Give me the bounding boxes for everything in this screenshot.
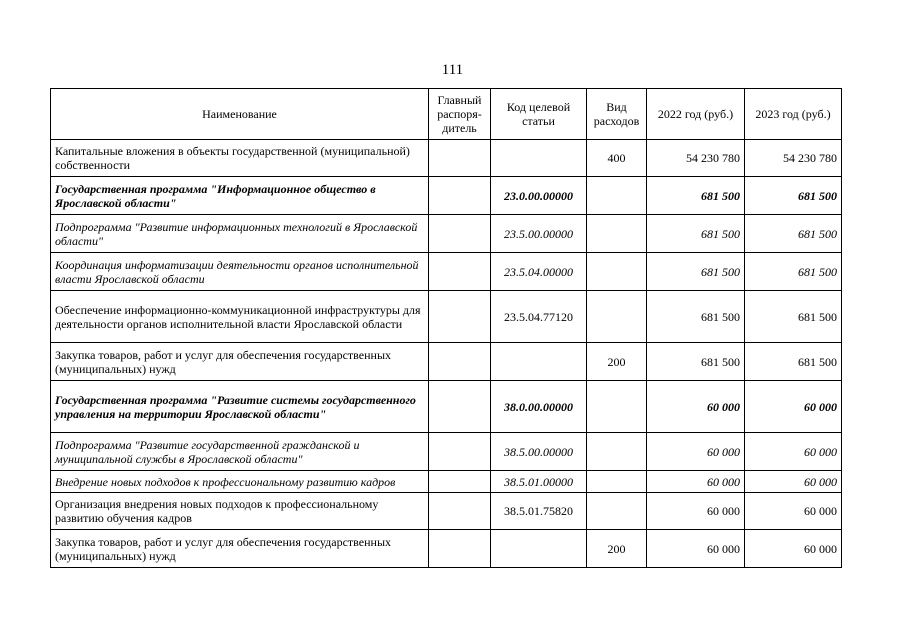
budget-table <box>50 88 842 568</box>
row-amount-2023: 681 500 <box>745 177 842 215</box>
row-kind <box>587 471 647 493</box>
row-amount-2023: 60 000 <box>745 433 842 471</box>
row-amount-2023: 681 500 <box>745 253 842 291</box>
row-name: Обеспечение информационно-коммуникационной инфраструктуры для деятельности органов исполнительной власти Ярославской области <box>51 291 429 343</box>
row-name: Координация информатизации деятельности органов исполнительной власти Ярославской области <box>51 253 429 291</box>
row-admin <box>429 493 491 530</box>
row-amount-2023: 60 000 <box>745 381 842 433</box>
row-name: Подпрограмма "Развитие информационных технологий в Ярославской области" <box>51 215 429 253</box>
table-row <box>51 343 842 381</box>
row-kind <box>587 215 647 253</box>
row-code: 23.5.00.00000 <box>491 215 587 253</box>
row-code: 23.0.00.00000 <box>491 177 587 215</box>
row-amount-2023: 54 230 780 <box>745 140 842 177</box>
row-amount-2022: 681 500 <box>647 177 745 215</box>
row-amount-2022: 681 500 <box>647 343 745 381</box>
row-amount-2023: 60 000 <box>745 530 842 568</box>
row-amount-2022: 54 230 780 <box>647 140 745 177</box>
row-amount-2022: 60 000 <box>647 433 745 471</box>
table-row <box>51 177 842 215</box>
header-2022: 2022 год (руб.) <box>647 89 745 140</box>
row-amount-2022: 60 000 <box>647 493 745 530</box>
table-row <box>51 291 842 343</box>
table-row <box>51 140 842 177</box>
row-name: Закупка товаров, работ и услуг для обеспечения государственных (муниципальных) нужд <box>51 530 429 568</box>
row-amount-2022: 681 500 <box>647 215 745 253</box>
table-row <box>51 493 842 530</box>
row-amount-2023: 681 500 <box>745 215 842 253</box>
row-kind <box>587 177 647 215</box>
row-admin <box>429 381 491 433</box>
table-header-row <box>51 89 842 140</box>
table-row <box>51 253 842 291</box>
row-name: Капитальные вложения в объекты государственной (муниципальной) собственности <box>51 140 429 177</box>
row-name: Организация внедрения новых подходов к профессиональному развитию обучения кадров <box>51 493 429 530</box>
row-admin <box>429 253 491 291</box>
row-amount-2023: 681 500 <box>745 343 842 381</box>
table-row <box>51 433 842 471</box>
header-code: Код целевой статьи <box>491 89 587 140</box>
row-code <box>491 530 587 568</box>
row-kind <box>587 433 647 471</box>
row-amount-2022: 60 000 <box>647 471 745 493</box>
row-name: Подпрограмма "Развитие государственной гражданской и муниципальной службы в Ярославской области" <box>51 433 429 471</box>
row-code: 38.5.01.75820 <box>491 493 587 530</box>
table-body <box>51 140 842 568</box>
row-kind <box>587 291 647 343</box>
row-admin <box>429 433 491 471</box>
table-row <box>51 530 842 568</box>
row-kind <box>587 253 647 291</box>
row-amount-2023: 60 000 <box>745 471 842 493</box>
row-admin <box>429 291 491 343</box>
row-kind <box>587 493 647 530</box>
row-admin <box>429 177 491 215</box>
row-code: 38.0.00.00000 <box>491 381 587 433</box>
header-name: Наименование <box>51 89 429 140</box>
page-number: 111 <box>441 62 464 78</box>
row-name: Внедрение новых подходов к профессиональному развитию кадров <box>51 471 429 493</box>
row-admin <box>429 343 491 381</box>
row-kind: 200 <box>587 343 647 381</box>
table-row <box>51 471 842 493</box>
row-admin <box>429 140 491 177</box>
row-name: Государственная программа "Развитие системы государственного управления на территории Ярославской области" <box>51 381 429 433</box>
table-row <box>51 381 842 433</box>
row-kind: 400 <box>587 140 647 177</box>
row-kind: 200 <box>587 530 647 568</box>
row-amount-2023: 681 500 <box>745 291 842 343</box>
row-code: 23.5.04.00000 <box>491 253 587 291</box>
header-admin: Главный распоря-дитель <box>429 89 491 140</box>
row-amount-2022: 681 500 <box>647 253 745 291</box>
row-amount-2022: 60 000 <box>647 381 745 433</box>
row-name: Закупка товаров, работ и услуг для обеспечения государственных (муниципальных) нужд <box>51 343 429 381</box>
row-admin <box>429 215 491 253</box>
row-name: Государственная программа "Информационное общество в Ярославской области" <box>51 177 429 215</box>
header-kind: Вид расходов <box>587 89 647 140</box>
row-admin <box>429 471 491 493</box>
row-code: 23.5.04.77120 <box>491 291 587 343</box>
row-code: 38.5.01.00000 <box>491 471 587 493</box>
row-admin <box>429 530 491 568</box>
header-2023: 2023 год (руб.) <box>745 89 842 140</box>
row-kind <box>587 381 647 433</box>
row-amount-2022: 681 500 <box>647 291 745 343</box>
row-code: 38.5.00.00000 <box>491 433 587 471</box>
row-amount-2023: 60 000 <box>745 493 842 530</box>
table-row <box>51 215 842 253</box>
row-code <box>491 140 587 177</box>
row-amount-2022: 60 000 <box>647 530 745 568</box>
row-code <box>491 343 587 381</box>
